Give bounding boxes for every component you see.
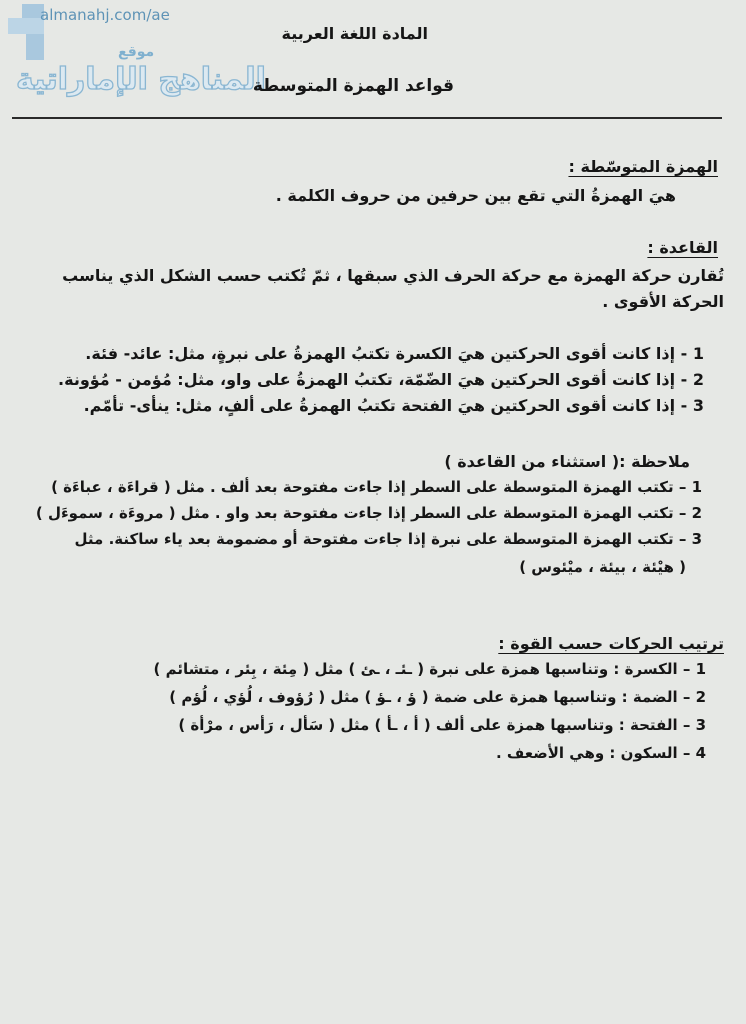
watermark-site-name: المناهج الإماراتية bbox=[16, 62, 266, 97]
order-text: – الكسرة : وتناسبها همزة على نبرة ( ـئـ ، ـئ ) مثل ( مِئة ، بِئر ، متشائم ) bbox=[153, 660, 691, 678]
note-number: 2 bbox=[691, 504, 702, 522]
note-item-3-examples: ( هيْئة ، بيئة ، ميْئوس ) bbox=[519, 558, 686, 576]
order-number: 4 bbox=[695, 744, 706, 762]
order-heading: ترتيب الحركات حسب القوة : bbox=[498, 634, 724, 653]
note-item-2 bbox=[36, 504, 702, 522]
order-item-1 bbox=[154, 660, 706, 678]
order-item-2 bbox=[169, 688, 706, 706]
header-divider bbox=[12, 117, 722, 119]
rule-text-line1: تُقارن حركة الهمزة مع حركة الحرف الذي سبقها ، ثمّ تُكتب حسب الشكل الذي يناسب bbox=[62, 266, 724, 285]
note-text: – تكتب الهمزة المتوسطة على السطر إذا جاءت مفتوحة بعد واو . مثل ( مروءَة ، سموءَل ) bbox=[35, 504, 687, 522]
order-text: – السكون : وهي الأضعف . bbox=[496, 744, 691, 762]
case-text: - إذا كانت أقوى الحركتين هيَ الضّمّة، تكتبُ الهمزةُ على واو، مثل: مُؤمن - مُؤونة. bbox=[58, 370, 688, 389]
rule-text-line2: الحركة الأقوى . bbox=[602, 292, 724, 311]
order-item-3 bbox=[178, 716, 706, 734]
rule-heading: القاعدة : bbox=[647, 238, 718, 257]
case-number: 3 bbox=[692, 396, 704, 415]
order-text: – الضمة : وتناسبها همزة على ضمة ( ؤ ، ـؤ ) مثل ( رُؤوف ، لُؤي ، لُؤم ) bbox=[169, 688, 691, 706]
case-text: - إذا كانت أقوى الحركتين هيَ الفتحة تكتبُ الهمزةُ على ألفٍ، مثل: ينأى- تأمّم. bbox=[83, 396, 688, 415]
watermark-site-small: موقع bbox=[118, 44, 155, 60]
order-number: 2 bbox=[695, 688, 706, 706]
case-2 bbox=[58, 370, 704, 389]
order-number: 1 bbox=[695, 660, 706, 678]
note-text: – تكتب الهمزة المتوسطة على السطر إذا جاءت مفتوحة بعد ألف . مثل ( قراءَة ، عباءَة ) bbox=[51, 478, 687, 496]
subject-line: المادة اللغة العربية bbox=[281, 24, 428, 43]
case-number: 1 bbox=[692, 344, 704, 363]
case-text: - إذا كانت أقوى الحركتين هيَ الكسرة تكتبُ الهمزةُ على نبرةٍ، مثل: عائد- فئة. bbox=[85, 344, 688, 363]
note-text: – تكتب الهمزة المتوسطة على نبرة إذا جاءت مفتوحة أو مضمومة بعد ياء ساكنة. مثل bbox=[74, 530, 687, 548]
note-number: 1 bbox=[691, 478, 702, 496]
note-heading: ملاحظة :( استثناء من القاعدة ) bbox=[444, 452, 690, 471]
order-number: 3 bbox=[695, 716, 706, 734]
watermark-url[interactable]: almanahj.com/ae bbox=[40, 6, 170, 24]
case-number: 2 bbox=[692, 370, 704, 389]
definition-text: هيَ الهمزةُ التي تقع بين حرفين من حروف الكلمة . bbox=[275, 186, 676, 205]
case-1 bbox=[85, 344, 704, 363]
definition-heading: الهمزة المتوسّطة : bbox=[568, 157, 718, 176]
note-item-1 bbox=[51, 478, 702, 496]
page-title: قواعد الهمزة المتوسطة bbox=[252, 76, 454, 96]
order-text: – الفتحة : وتناسبها همزة على ألف ( أ ، ـأ ) مثل ( سَأل ، رَأس ، مرْأة ) bbox=[178, 716, 691, 734]
case-3 bbox=[84, 396, 704, 415]
note-number: 3 bbox=[691, 530, 702, 548]
order-item-4 bbox=[496, 744, 706, 762]
note-item-3 bbox=[75, 530, 702, 548]
